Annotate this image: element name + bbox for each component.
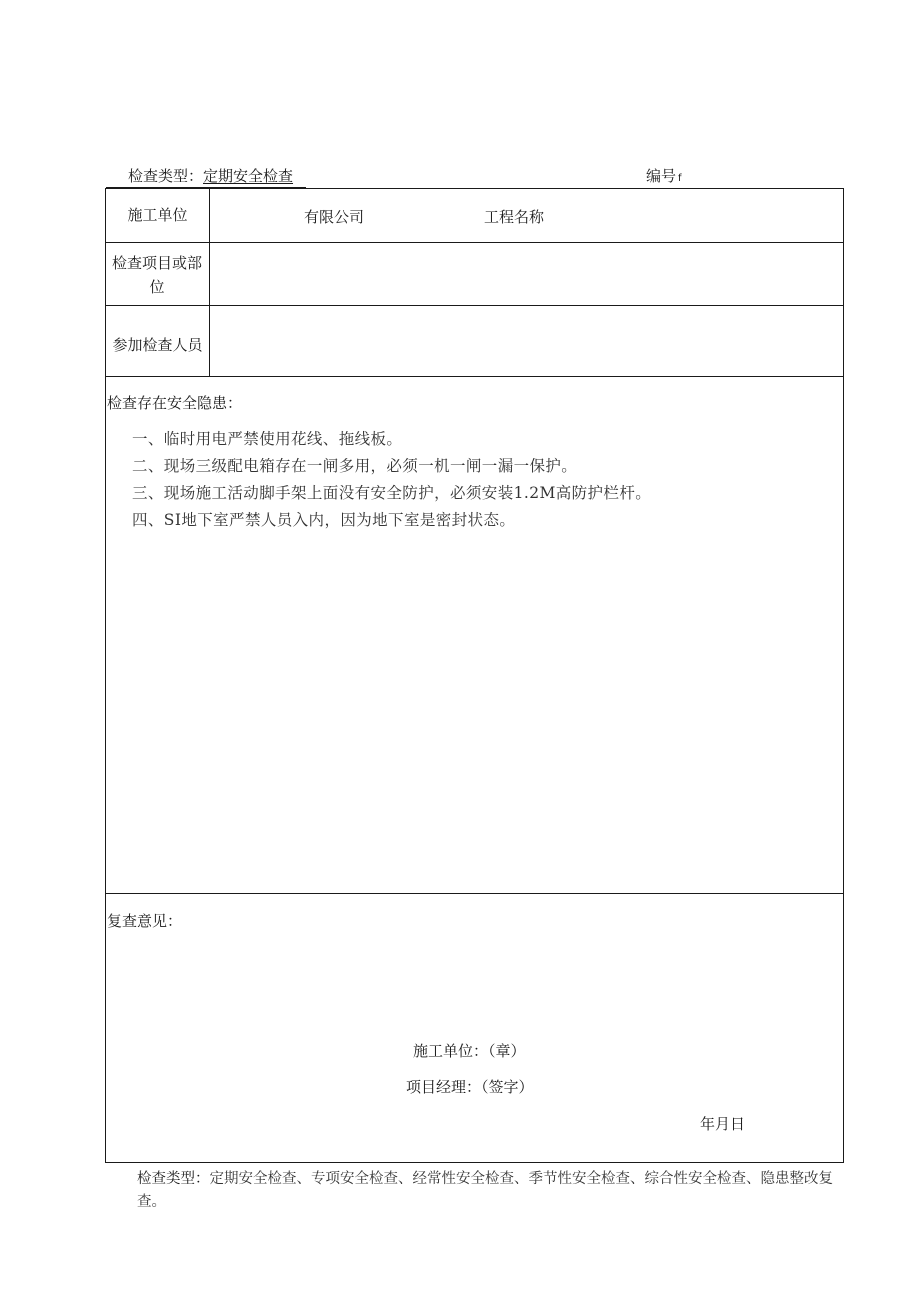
row-divider-4: [105, 893, 844, 894]
row-divider-1: [105, 242, 844, 243]
label-column-divider: [209, 188, 210, 376]
footnote-text: 定期安全检查、专项安全检查、经常性安全检查、季节性安全检查、综合性安全检查、隐患整改复查。: [137, 1171, 833, 1210]
form-number: [646, 165, 682, 186]
inspection-type-value: 定期安全检查: [203, 167, 294, 185]
construction-unit-label: 施工单位: [127, 206, 188, 224]
form-number-label: 编号: [646, 167, 677, 185]
hazard-item-2: 二、现场三级配电箱存在一闸多用，必须一机一闸一漏一保护。: [132, 457, 578, 475]
hazard-item-3: 三、现场施工活动脚手架上面没有安全防护，必须安装1.2M高防护栏杆。: [132, 484, 652, 502]
row-divider-3: [105, 376, 844, 377]
inspection-table: [105, 188, 844, 1163]
project-name-label: 工程名称: [484, 208, 545, 226]
review-opinion-title: 复查意见：: [107, 912, 183, 930]
hazard-item-4: 四、SI地下室严禁人员入内，因为地下室是密封状态。: [132, 511, 516, 529]
row-divider-2: [105, 305, 844, 306]
unit-seal-line: 施工单位：（章）: [413, 1042, 526, 1060]
hazard-item-1: 一、临时用电严禁使用花线、拖线板。: [132, 430, 403, 448]
date-line: 年月日: [700, 1115, 746, 1133]
inspection-type-label: 检查类型：: [128, 167, 204, 185]
hazards-title: 检查存在安全隐患：: [107, 394, 243, 412]
footnote-label: 检查类型：: [137, 1171, 210, 1187]
inspection-item-label: 检查项目或部位: [111, 254, 202, 296]
form-number-mark: f: [678, 173, 682, 184]
inspection-type-header: [128, 165, 293, 186]
construction-unit-value: 有限公司: [304, 208, 365, 226]
manager-signature-line: 项目经理：（签字）: [406, 1078, 534, 1096]
footnote: [137, 1168, 849, 1214]
inspection-people-label: 参加检查人员: [112, 336, 203, 354]
